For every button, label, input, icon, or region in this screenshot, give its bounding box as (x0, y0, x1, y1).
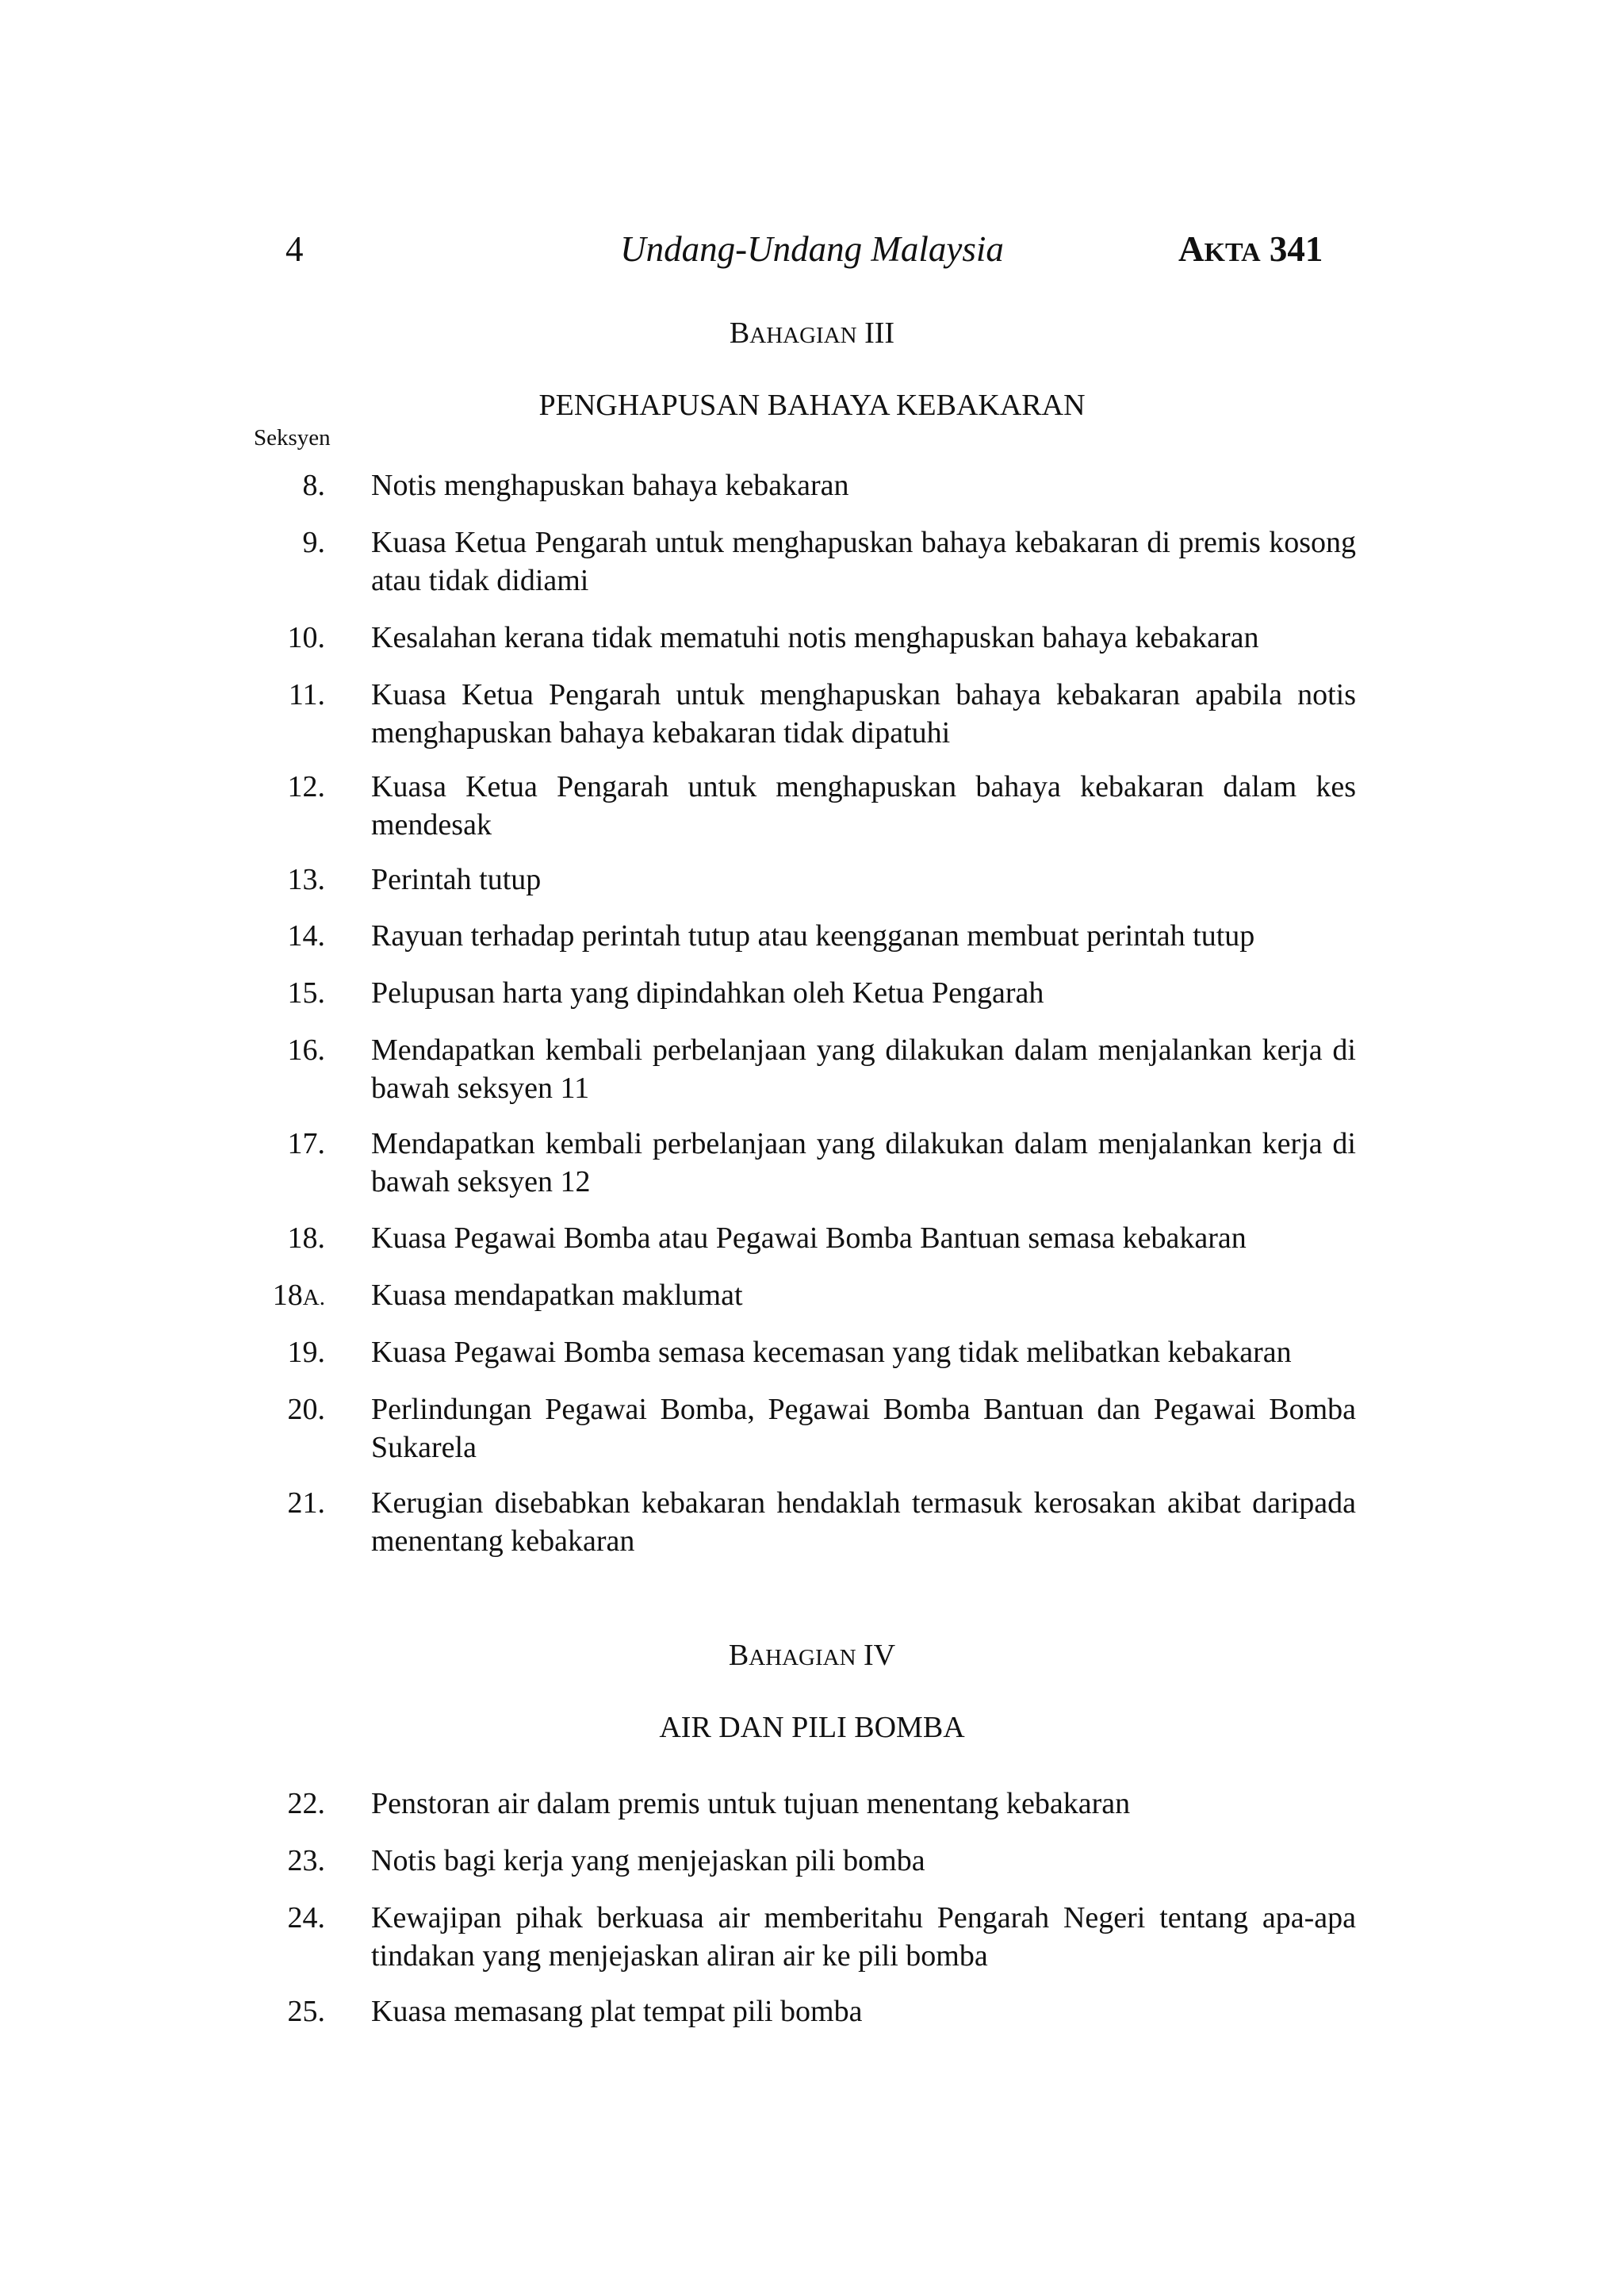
section-number: 16. (287, 1033, 325, 1067)
section-number: 9. (302, 526, 325, 559)
act-number: 341 (1269, 229, 1323, 269)
section-number (238, 1276, 325, 1317)
section-title: Kuasa Ketua Pengarah untuk menghapuskan bahaya kebakaran di premis kosong atau tidak didiami (371, 526, 1356, 597)
part-3-label (0, 316, 1624, 351)
section-title: Kesalahan kerana tidak mematuhi notis menghapuskan bahaya kebakaran (371, 621, 1259, 654)
act-label-initial: A (1178, 229, 1205, 269)
section-title: Notis bagi kerja yang menjejaskan pili bomba (371, 1844, 925, 1877)
section-number: 17. (287, 1127, 325, 1160)
section-title: Mendapatkan kembali perbelanjaan yang dilakukan dalam menjalankan kerja di bawah seksyen 12 (371, 1127, 1356, 1198)
section-number: 14. (287, 919, 325, 953)
section-title: Kerugian disebabkan kebakaran hendaklah termasuk kerosakan akibat daripada menentang kebakaran (371, 1486, 1356, 1558)
section-number: 11. (288, 678, 325, 711)
section-number: 8. (302, 469, 325, 502)
section-number: 25. (287, 1995, 325, 2028)
page-number: 4 (285, 229, 304, 269)
section-title: Perintah tutup (371, 863, 542, 896)
part-4-heading: AIR DAN PILI BOMBA (659, 1711, 965, 1744)
section-number-main: 18 (272, 1279, 303, 1312)
section-number: 24. (287, 1901, 325, 1934)
part-3-number: III (864, 316, 895, 350)
section-number: 20. (287, 1393, 325, 1426)
section-title: Kuasa Pegawai Bomba atau Pegawai Bomba Bantuan semasa kebakaran (371, 1221, 1247, 1255)
section-title: Perlindungan Pegawai Bomba, Pegawai Bomba Bantuan dan Pegawai Bomba Sukarela (371, 1393, 1356, 1464)
section-title: Kuasa Ketua Pengarah untuk menghapuskan bahaya kebakaran apabila notis menghapuskan bahaya kebakaran tidak dipatuhi (371, 678, 1356, 750)
section-title: Pelupusan harta yang dipindahkan oleh Ketua Pengarah (371, 976, 1044, 1010)
section-title: Rayuan terhadap perintah tutup atau keengganan membuat perintah tutup (371, 919, 1255, 953)
part-3-label-initial: B (729, 316, 750, 350)
section-title: Kuasa Ketua Pengarah untuk menghapuskan bahaya kebakaran dalam kes mendesak (371, 770, 1356, 842)
page-header (0, 228, 1624, 276)
section-number: 12. (287, 770, 325, 803)
section-number: 13. (287, 863, 325, 896)
section-number: 19. (287, 1336, 325, 1369)
section-number-suffix: A. (302, 1285, 325, 1310)
section-number: 22. (287, 1787, 325, 1820)
part-4-label (0, 1638, 1624, 1673)
act-label (1178, 228, 1323, 270)
section-number: 10. (287, 621, 325, 654)
section-number: 23. (287, 1844, 325, 1877)
section-title: Kewajipan pihak berkuasa air memberitahu Pengarah Negeri tentang apa-apa tindakan yang menjejaskan aliran air ke pili bomba (371, 1901, 1356, 1973)
part-4-label-initial: B (728, 1639, 749, 1672)
part-3-heading: PENGHAPUSAN BAHAYA KEBAKARAN (538, 389, 1086, 422)
part-4-number: IV (864, 1639, 896, 1672)
part-4-label-rest: AHAGIAN (749, 1645, 856, 1670)
part-3-label-rest: AHAGIAN (749, 323, 857, 348)
seksyen-label: Seksyen (254, 425, 331, 451)
act-label-rest: KTA (1204, 238, 1261, 267)
section-title: Kuasa memasang plat tempat pili bomba (371, 1995, 863, 2028)
section-number: 15. (287, 976, 325, 1010)
running-title: Undang-Undang Malaysia (620, 229, 1004, 269)
section-title: Notis menghapuskan bahaya kebakaran (371, 469, 849, 502)
section-title: Kuasa Pegawai Bomba semasa kecemasan yang tidak melibatkan kebakaran (371, 1336, 1292, 1369)
section-title: Kuasa mendapatkan maklumat (371, 1279, 743, 1312)
section-title: Mendapatkan kembali perbelanjaan yang dilakukan dalam menjalankan kerja di bawah seksyen 11 (371, 1033, 1356, 1105)
section-title: Penstoran air dalam premis untuk tujuan menentang kebakaran (371, 1787, 1131, 1820)
section-number: 18. (287, 1221, 325, 1255)
section-number: 21. (287, 1486, 325, 1520)
